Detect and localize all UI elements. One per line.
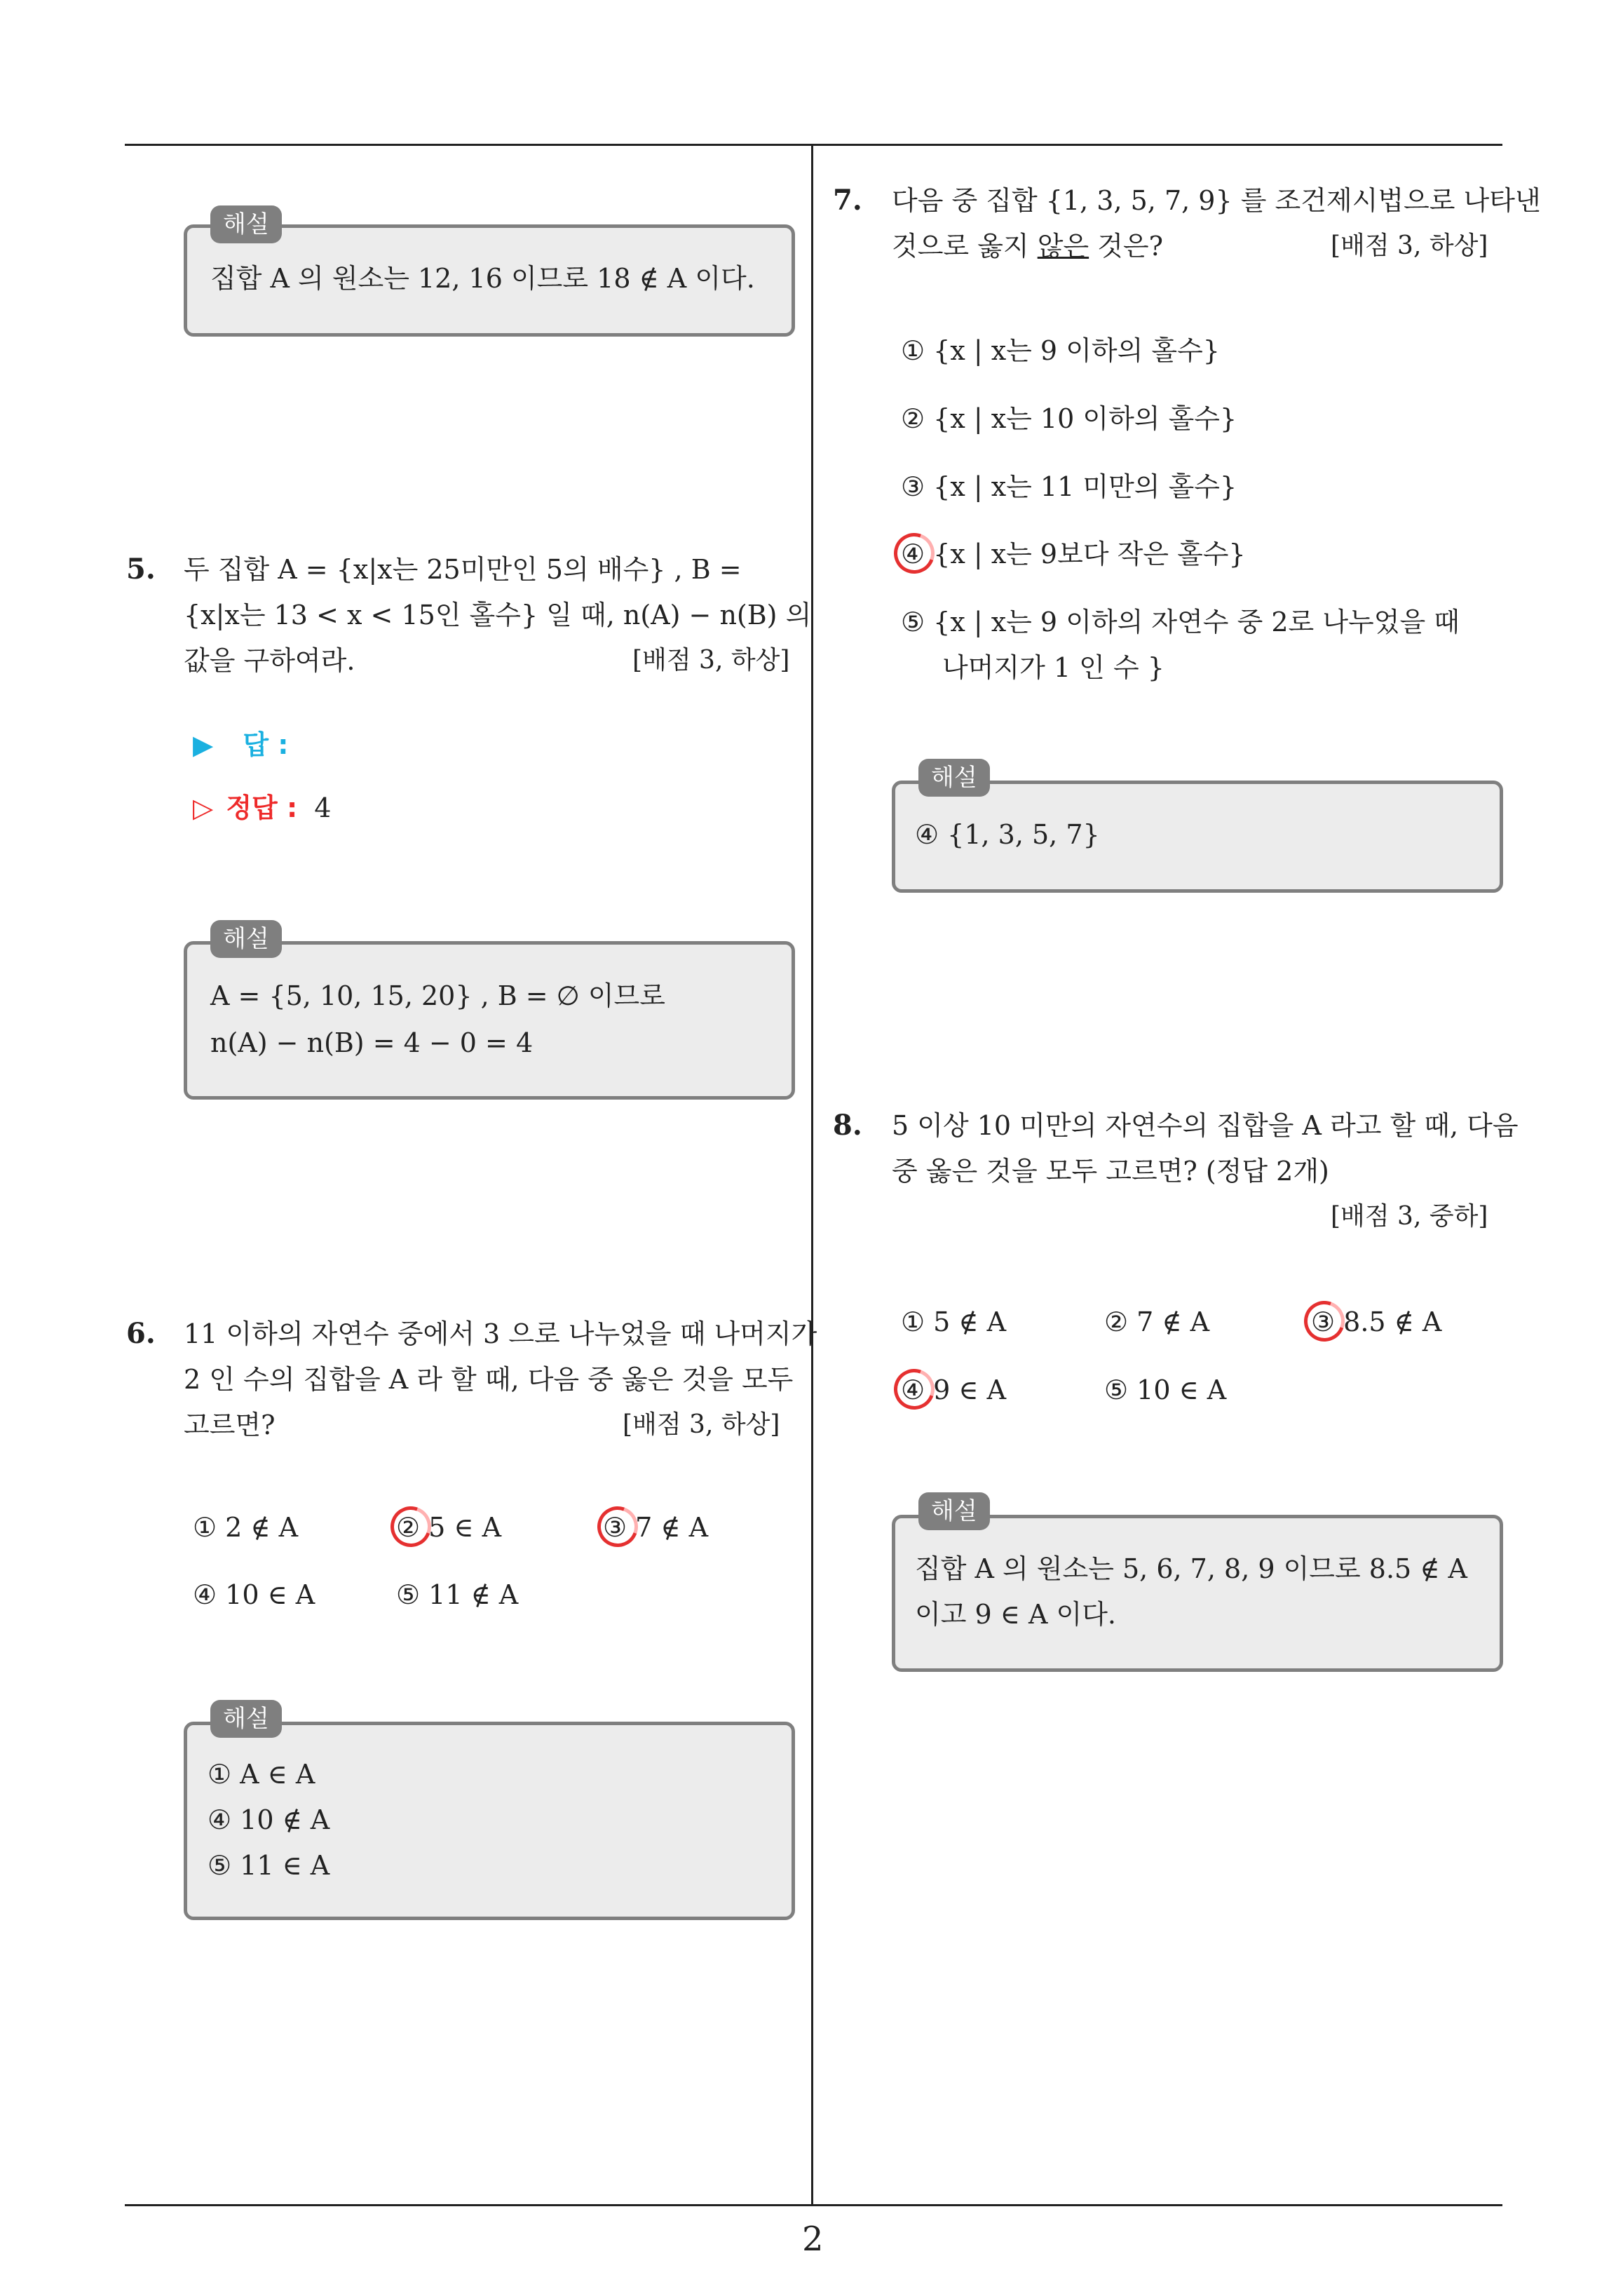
q6-number: 6. — [126, 1317, 156, 1350]
q7-explain-tab: 해설 — [918, 759, 990, 797]
q7-choice-5[interactable]: ⑤ {x | x는 9 이하의 자연수 중 2로 나누었을 때 — [901, 607, 1460, 637]
q6-line1: 11 이하의 자연수 중에서 3 으로 나누었을 때 나머지가 — [184, 1318, 817, 1349]
q8-explain-line1: 집합 A 의 원소는 5, 6, 7, 8, 9 이므로 8.5 ∉ A — [915, 1553, 1467, 1584]
q8-choice-1[interactable]: ① 5 ∉ A — [901, 1306, 1007, 1337]
q5-correct-row — [193, 785, 331, 830]
q8-number: 8. — [833, 1109, 862, 1142]
q7-line2-post: 것은? — [1089, 231, 1163, 262]
q7-choice-3[interactable]: ③ {x | x는 11 미만의 홀수} — [901, 471, 1237, 502]
q7-choice-1[interactable]: ① {x | x는 9 이하의 홀수} — [901, 335, 1220, 366]
q8-choice-3[interactable]: ③ 8.5 ∉ A — [1311, 1306, 1442, 1337]
column-divider — [811, 144, 813, 2206]
q7-score: [배점 3, 하상] — [1331, 231, 1488, 260]
q8-line1: 5 이상 10 미만의 자연수의 집합을 A 라고 할 때, 다음 — [892, 1110, 1519, 1141]
q6-choice-5[interactable]: ⑤ 11 ∉ A — [396, 1579, 519, 1610]
bottom-rule — [125, 2204, 1502, 2206]
q6-explain-line2: ④ 10 ∉ A — [208, 1804, 330, 1835]
q6-choice-4[interactable]: ④ 10 ∈ A — [193, 1579, 315, 1610]
q5-line2: {x|x는 13 < x < 15인 홀수} 일 때, n(A) − n(B) 의 — [184, 600, 812, 630]
answer-arrow-icon: ▶ — [193, 729, 214, 760]
q6-line3: 고르면? — [184, 1410, 276, 1440]
q7-number: 7. — [833, 184, 862, 217]
q7-line1: 다음 중 집합 {1, 3, 5, 7, 9} 를 조건제시법으로 나타낸 — [892, 185, 1541, 216]
q8-choice-5[interactable]: ⑤ 10 ∈ A — [1104, 1375, 1227, 1405]
q8-choice-4[interactable]: ④ 9 ∈ A — [901, 1375, 1007, 1405]
q5-line3: 값을 구하여라. — [184, 645, 355, 676]
q6-explain-line1: ① A ∈ A — [208, 1759, 315, 1790]
q6-choice-1[interactable]: ① 2 ∉ A — [193, 1512, 299, 1543]
q8-score: [배점 3, 중하] — [1331, 1202, 1488, 1231]
q8-line2: 중 옳은 것을 모두 고르면? (정답 2개) — [892, 1156, 1329, 1187]
q7-line2-pre: 것으로 옳지 — [892, 231, 1038, 262]
q5-score: [배점 3, 하상] — [632, 646, 790, 675]
q6-choice-3[interactable]: ③ 7 ∉ A — [603, 1512, 709, 1543]
page-number: 2 — [802, 2220, 824, 2259]
q6-score: [배점 3, 하상] — [623, 1410, 780, 1439]
q8-choice-2[interactable]: ② 7 ∉ A — [1104, 1306, 1210, 1337]
q8-explain-tab: 해설 — [918, 1492, 990, 1530]
q5-explain-tab: 해설 — [210, 920, 282, 958]
q5-explain-line2: n(A) − n(B) = 4 − 0 = 4 — [210, 1027, 534, 1058]
q7-choice-5-line2: 나머지가 1 인 수 } — [942, 652, 1164, 683]
q6-line2: 2 인 수의 집합을 A 라 할 때, 다음 중 옳은 것을 모두 — [184, 1364, 794, 1395]
q7-choice-2[interactable]: ② {x | x는 10 이하의 홀수} — [901, 403, 1237, 434]
q7-line2-underlined: 않은 — [1037, 231, 1089, 262]
q7-choice-4[interactable]: ④ {x | x는 9보다 작은 홀수} — [901, 539, 1246, 569]
q6-explain-tab: 해설 — [210, 1700, 282, 1738]
q7-line2 — [892, 224, 1163, 269]
q5-correct-value: 4 — [314, 792, 332, 823]
q5-line1: 두 집합 A = {x|x는 25미만인 5의 배수} , B = — [184, 554, 742, 585]
q4-explain-line1: 집합 A 의 원소는 12, 16 이므로 18 ∉ A 이다. — [210, 263, 755, 294]
q5-explain-line1: A = {5, 10, 15, 20} , B = ∅ 이므로 — [210, 980, 665, 1011]
q7-explain-line1: ④ {1, 3, 5, 7} — [915, 819, 1100, 850]
q8-explain-line2: 이고 9 ∈ A 이다. — [915, 1599, 1116, 1630]
correct-arrow-icon: ▷ — [193, 792, 214, 823]
top-rule — [125, 144, 1502, 146]
q6-explain-line3: ⑤ 11 ∈ A — [208, 1850, 330, 1881]
q5-number: 5. — [126, 553, 156, 586]
q5-correct-label: 정답 : — [226, 792, 298, 823]
q5-answer-label: 답 : — [243, 729, 289, 760]
q6-choice-2[interactable]: ② 5 ∈ A — [396, 1512, 502, 1543]
q4-explain-tab: 해설 — [210, 205, 282, 243]
q5-answer-row — [193, 722, 288, 767]
